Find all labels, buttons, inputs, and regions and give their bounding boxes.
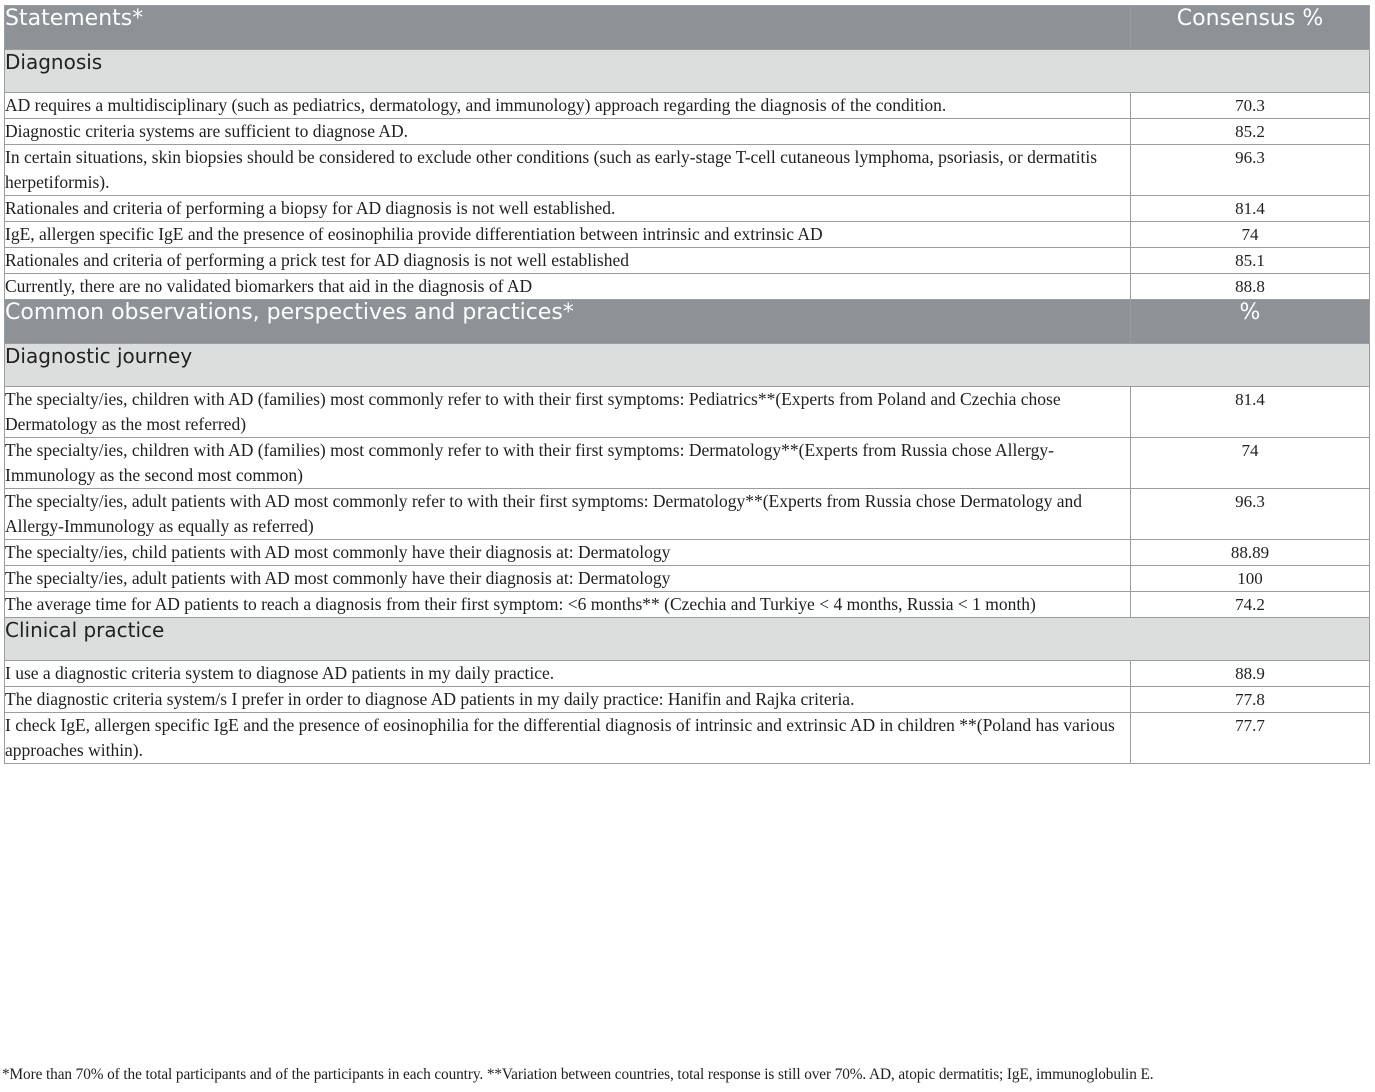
statement-cell: The specialty/ies, child patients with AD most commonly have their diagnosis at: Dermatology [5, 540, 1131, 566]
consensus-value: 88.8 [1131, 274, 1370, 300]
consensus-value: 88.89 [1131, 540, 1370, 566]
statement-cell: Currently, there are no validated biomarkers that aid in the diagnosis of AD [5, 274, 1131, 300]
table-row [5, 438, 1370, 489]
statement-cell: The specialty/ies, children with AD (families) most commonly refer to with their first symptoms: Pediatrics**(Experts from Poland and Czechia chose Dermatology as the most referred) [5, 387, 1131, 438]
table-row [5, 387, 1370, 438]
consensus-value: 74 [1131, 222, 1370, 248]
statement-cell: Rationales and criteria of performing a biopsy for AD diagnosis is not well established. [5, 196, 1131, 222]
table-row [5, 274, 1370, 300]
section-title: Clinical practice [5, 618, 1370, 661]
statement-cell: I check IgE, allergen specific IgE and the presence of eosinophilia for the differential diagnosis of intrinsic and extrinsic AD in children **(Poland has various approaches within). [5, 713, 1131, 764]
table-row [5, 222, 1370, 248]
consensus-table [4, 5, 1370, 764]
statement-cell: The specialty/ies, adult patients with AD most commonly have their diagnosis at: Dermatology [5, 566, 1131, 592]
consensus-value: 85.1 [1131, 248, 1370, 274]
consensus-value: 81.4 [1131, 196, 1370, 222]
column-header-consensus: Consensus % [1131, 6, 1370, 50]
section-title: Diagnosis [5, 50, 1370, 93]
consensus-value: 96.3 [1131, 145, 1370, 196]
consensus-value: 70.3 [1131, 93, 1370, 119]
consensus-value: 85.2 [1131, 119, 1370, 145]
statement-cell: I use a diagnostic criteria system to diagnose AD patients in my daily practice. [5, 661, 1131, 687]
statement-cell: IgE, allergen specific IgE and the presence of eosinophilia provide differentiation between intrinsic and extrinsic AD [5, 222, 1131, 248]
column-header-statements: Statements* [5, 6, 1131, 50]
statement-cell: In certain situations, skin biopsies should be considered to exclude other conditions (such as early-stage T-cell cutaneous lymphoma, psoriasis, or dermatitis herpetiformis). [5, 145, 1131, 196]
statement-cell: The specialty/ies, children with AD (families) most commonly refer to with their first symptoms: Dermatology**(Experts from Russia chose Allergy-Immunology as the second most common) [5, 438, 1131, 489]
statement-cell: Diagnostic criteria systems are sufficient to diagnose AD. [5, 119, 1131, 145]
consensus-value: 88.9 [1131, 661, 1370, 687]
table-row [5, 566, 1370, 592]
table-row [5, 713, 1370, 764]
consensus-value: 77.8 [1131, 687, 1370, 713]
consensus-value: 77.7 [1131, 713, 1370, 764]
consensus-value: 96.3 [1131, 489, 1370, 540]
table-row [5, 687, 1370, 713]
consensus-value: 74.2 [1131, 592, 1370, 618]
table-row [5, 540, 1370, 566]
consensus-value: 100 [1131, 566, 1370, 592]
section-row-diagnosis [5, 50, 1370, 93]
column-header-percent: % [1131, 300, 1370, 344]
section-row-clinical-practice [5, 618, 1370, 661]
table-row [5, 93, 1370, 119]
table-row [5, 661, 1370, 687]
column-header-observations: Common observations, perspectives and practices* [5, 300, 1131, 344]
statement-cell: The specialty/ies, adult patients with AD most commonly refer to with their first symptoms: Dermatology**(Experts from Russia chose Dermatology and Allergy-Immunology as equally as referred) [5, 489, 1131, 540]
section-title: Diagnostic journey [5, 344, 1370, 387]
section-row-diagnostic-journey [5, 344, 1370, 387]
statement-cell: Rationales and criteria of performing a prick test for AD diagnosis is not well established [5, 248, 1131, 274]
table-subheader-row [5, 300, 1370, 344]
statement-cell: AD requires a multidisciplinary (such as pediatrics, dermatology, and immunology) approach regarding the diagnosis of the condition. [5, 93, 1131, 119]
consensus-value: 74 [1131, 438, 1370, 489]
table-row [5, 196, 1370, 222]
table-row [5, 592, 1370, 618]
table-row [5, 248, 1370, 274]
statement-cell: The average time for AD patients to reach a diagnosis from their first symptom: <6 months** (Czechia and Turkiye < 4 months, Russia < 1 month) [5, 592, 1131, 618]
statement-cell: The diagnostic criteria system/s I prefer in order to diagnose AD patients in my daily practice: Hanifin and Rajka criteria. [5, 687, 1131, 713]
table-row [5, 119, 1370, 145]
table-footnote: *More than 70% of the total participants and of the participants in each country. **Variation between countries, total response is still over 70%. AD, atopic dermatitis; IgE, immunoglobulin E. [2, 1066, 1154, 1083]
table-row [5, 489, 1370, 540]
table-row [5, 145, 1370, 196]
table-header-row [5, 6, 1370, 50]
consensus-value: 81.4 [1131, 387, 1370, 438]
